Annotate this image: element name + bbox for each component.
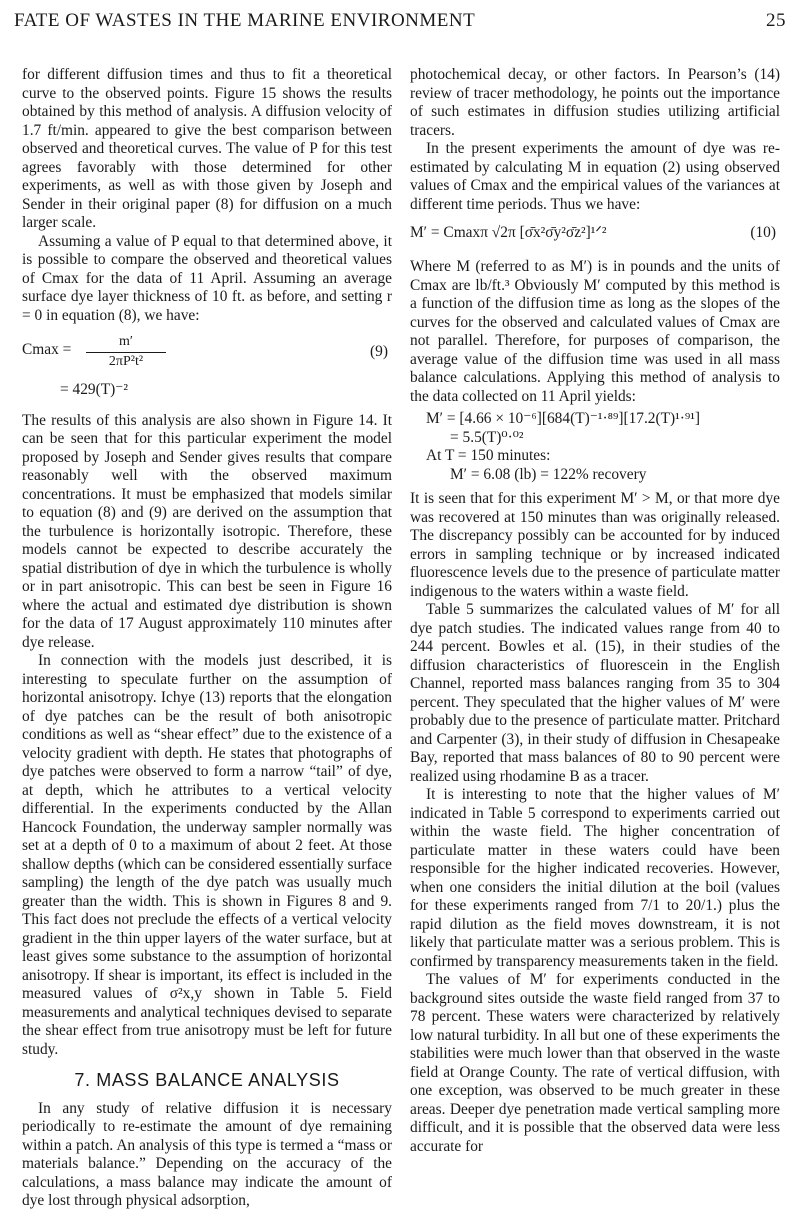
left-column	[22, 66, 392, 1211]
paragraph: The results of this analysis are also shown in Figure 14. It can be seen that for this particular experiment the model proposed by Joseph and Sender gives results that compare reasonably well with the observed maximum concentrations. It must be emphasized that models similar to equation (8) and (9) are derived on the assumption that the turbulence is horizontally isotropic. Therefore, these models cannot be expected to describe accurately the spatial distribution of dye in which the turbulence is wholly or in part anisotropic. This can best be seen in Figure 16 where the actual and estimated dye distribution is shown for the data of 17 August approximately 110 minutes after dye release.	[22, 411, 392, 651]
page-number: 25	[766, 10, 786, 31]
calculation-block	[426, 410, 780, 484]
paragraph: photochemical decay, or other factors. In Pearson’s (14) review of tracer methodology, he points out the importance of such estimates in diffusion studies utilizing artificial tracers.	[410, 66, 780, 139]
paragraph: Assuming a value of P equal to that determined above, it is possible to compare the observed and theoretical values of Cmax for the data of 11 April. Assuming an average surface dye layer thickness of 10 ft. as before, and setting r = 0 in equation (8), we have:	[22, 232, 392, 324]
paragraph: In connection with the models just described, it is interesting to speculate further on the assumption of horizontal anisotropy. Ichye (13) reports that the elongation of dye patches can be the result of both anisotropic conditions as well as “shear effect” due to the existence of a velocity gradient with depth. He states that photographs of dye patches were observed to form a narrow “tail” of dye, at depth, which he attributes to a vertical velocity differential. In the experiments conducted by the Allan Hancock Foundation, the underway sampler normally was set at a depth of 0 to a maximum of about 2 feet. At those shallow depths (which can be considered essentially surface sampling) the length of the dye patch was usually much greater than the width. This is shown in Figures 8 and 9. This fact does not preclude the effects of a vertical velocity gradient in the thin upper layers of the water surface, but at least gives some substance to the assumption of horizontal anisotropy. If shear is important, its effect is included in the measured values of σ²x,y shown in Table 5. Field measurements and analytical techniques devised to separate the shear effect from true anisotropy must be left for future study.	[22, 652, 392, 1058]
equation-fraction	[86, 333, 166, 371]
equation-number: (10)	[750, 224, 776, 241]
paragraph: It is seen that for this experiment M′ > M, or that more dye was recovered at 150 minutes than was originally released. The discrepancy possibly can be accounted for by induced errors in sampling technique or by increased indicated fluorescence levels due to the presence of particulate matter indigenous to the waters within a waste field.	[410, 490, 780, 600]
paragraph: for different diffusion times and thus to fit a theoretical curve to the observed points. Figure 15 shows the results obtained by this method of analysis. A diffusion velocity of 1.7 ft/min. appeared to give the best comparison between observed and theoretical curves. The value of P for this test agrees favorably with those determined for other experiments, as well as with those given by Joseph and Sender in their original paper (8) for diffusion on a much larger scale.	[22, 66, 392, 231]
paragraph: In the present experiments the amount of dye was re-estimated by calculating M in equation (2) using observed values of Cmax and the empirical values of the variances at different time periods. Thus we have:	[410, 140, 780, 213]
paragraph: The values of M′ for experiments conducted in the background sites outside the waste field ranged from 37 to 78 percent. These waters were characterized by relatively low natural turbidity. In all but one of these experiments the stabilities were much lower than that observed in the waste field at Orange County. The rate of vertical diffusion, with one exception, was observed to be much greater in these areas. Deeper dye penetration made vertical sampling more difficult, and it is possible that the observed data were less accurate for	[410, 971, 780, 1155]
paragraph: Table 5 summarizes the calculated values of M′ for all dye patch studies. The indicated values range from 40 to 244 percent. Bowles et al. (15), in their studies of the diffusion characteristics of fluorescein in the English Channel, reported mass balances ranging from 35 to 304 percent. They speculated that the higher values of M′ were probably due to the presence of particulate matter. Pritchard and Carpenter (3), in their study of diffusion in Chesapeake Bay, reported that mass balances of 80 to 90 percent were realized using rhodamine B as a tracer.	[410, 601, 780, 785]
calculation-line: M′ = 6.08 (lb) = 122% recovery	[450, 465, 647, 483]
equation-numerator: m′	[86, 333, 166, 353]
running-head-title: FATE OF WASTES IN THE MARINE ENVIRONMENT	[14, 10, 476, 31]
equation-number: (9)	[370, 343, 388, 360]
equation-9	[22, 333, 392, 373]
equation-denominator: 2πP²t²	[108, 353, 144, 369]
paragraph: It is interesting to note that the higher values of M′ indicated in Table 5 correspond to experiments carried out within the waste field. The higher concentration of particulate matter in these waters could have been responsible for the higher indicated recoveries. However, when one considers the initial dilution at the boil (values for these experiments ranged from 7/1 to 20/1.) plus the rapid dilution as the field moves downstream, it is not likely that particulate matter was a serious problem. This is confirmed by transparency measurements taken in the field.	[410, 786, 780, 970]
calculation-line: = 5.5(T)⁰·⁰²	[450, 428, 524, 446]
paragraph: In any study of relative diffusion it is necessary periodically to re-estimate the amount of dye remaining within a patch. An analysis of this type is termed a “mass or materials balance.” Depending on the accuracy of the calculations, a mass balance may indicate the amount of dye lost through physical adsorption,	[22, 1099, 392, 1209]
equation-body: M′ = Cmaxπ √2π [σ̄x²σ̄y²σ̄z²]¹ᐟ²	[410, 224, 607, 241]
calculation-line: At T = 150 minutes:	[426, 447, 551, 464]
calculation-line: M′ = [4.66 × 10⁻⁶][684(T)⁻¹·⁸⁹][17.2(T)¹·⁹¹]	[426, 410, 701, 427]
paragraph: Where M (referred to as M′) is in pounds and the units of Cmax are lb/ft.³ Obviously M′ computed by this method is a function of the diffusion time as long as the slopes of the curves for the observed and calculated values of Cmax are not parallel. Therefore, for purposes of comparison, the average value of the diffusion time was used in all mass balance calculations. Applying this method of analysis to the data collected on 11 April yields:	[410, 258, 780, 405]
equation-lhs: Cmax =	[22, 341, 72, 358]
right-column	[410, 66, 780, 1156]
section-heading: 7. MASS BALANCE ANALYSIS	[74, 1070, 340, 1090]
equation-9-line-2: = 429(T)⁻²	[60, 381, 129, 398]
equation-10	[410, 224, 780, 246]
